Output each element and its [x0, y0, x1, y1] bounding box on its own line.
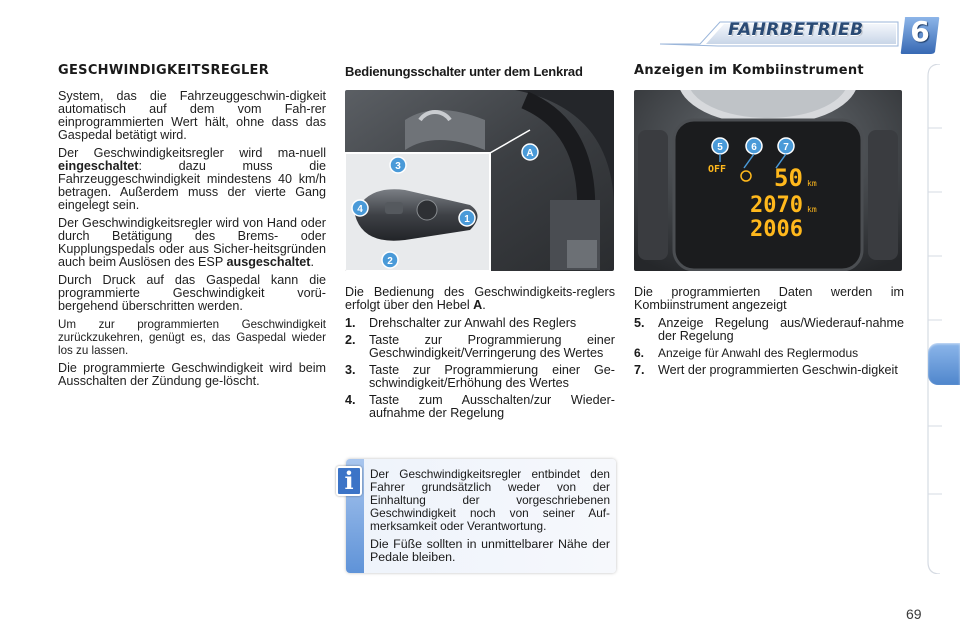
paragraph: Durch Druck auf das Gaspedal kann die programmierte Geschwindigkeit vorü-bergehend überschritten werden. [58, 273, 326, 313]
page-number: 69 [906, 606, 922, 622]
display-odometer-unit: km [807, 205, 817, 214]
column-cruise-control [58, 60, 326, 388]
display-year: 2006 [750, 217, 803, 242]
display-intro: Die programmierten Daten werden im Kombiinstrument angezeigt [634, 285, 904, 312]
list-item: 3. Taste zur Programmierung einer Ge-schwindigkeit/Erhöhung des Wertes [345, 363, 615, 390]
display-list [634, 313, 904, 377]
section-heading: GESCHWINDIGKEITSREGLER [58, 63, 270, 78]
callout-1: 1 [464, 214, 470, 225]
display-speed-unit: km [807, 179, 817, 188]
callout-7: 7 [783, 142, 789, 153]
callout-4: 4 [357, 204, 363, 215]
controls-list [345, 313, 615, 420]
list-item: 7. Wert der programmierten Geschwin-digkeit [634, 363, 898, 377]
callout-5: 5 [717, 142, 723, 153]
chapter-number: 6 [910, 15, 930, 48]
paragraph: System, das die Fahrzeuggeschwin-digkeit automatisch auf dem vom Fah-rer einprogrammierten Wert hält, ohne dass das Gaspedal betätigt wird. [58, 89, 326, 142]
chapter-title: FAHRBETRIEB [728, 20, 864, 40]
callout-6: 6 [751, 142, 757, 153]
list-item: 5. Anzeige Regelung aus/Wiederauf-nahme der Regelung [634, 316, 904, 343]
callout-3: 3 [395, 161, 401, 172]
info-paragraph: Der Geschwindigkeitsregler entbindet den Fahrer grundsätzlich weder von der Einhaltung der vorgeschriebenen Geschwindigkeit noch von seiner Auf-merksamkeit oder Verantwortung. [370, 467, 610, 533]
instrument-cluster-photo [634, 90, 902, 271]
chapter-tab-active[interactable] [928, 343, 960, 385]
steering-lever-photo [345, 90, 614, 271]
paragraph: Der Geschwindigkeitsregler wird von Hand oder durch Betätigung des Brems- oder Kupplungspedals oder aus Sicher-heitsgründen auch beim Auslösen des ESP ausgeschaltet. [58, 216, 326, 269]
info-note-text [370, 468, 610, 564]
callout-A: A [526, 148, 534, 159]
list-item: 6. Anzeige für Anwahl des Reglermodus [634, 346, 859, 360]
list-item: 4. Taste zum Ausschalten/zur Wieder-aufnahme der Regelung [345, 393, 615, 420]
paragraph: Der Geschwindigkeitsregler wird ma-nuell eingeschaltet: dazu muss die Fahrzeuggeschwindigkeit mindestens 40 km/h betragen. Außerdem muss der vierte Gang eingelegt sein. [58, 146, 326, 212]
column-instrument-display [634, 60, 904, 78]
chapter-tab-rail [926, 64, 960, 574]
display-odometer: 2070 [750, 193, 803, 218]
info-icon: i [336, 466, 362, 496]
controls-intro: Die Bedienung des Geschwindigkeits-reglers erfolgt über den Hebel A. [345, 285, 615, 312]
column-controls [345, 60, 615, 79]
list-item: 2. Taste zur Programmierung einer Geschwindigkeit/Verringerung des Wertes [345, 333, 615, 360]
paragraph: Die programmierte Geschwindigkeit wird beim Ausschalten der Zündung ge-löscht. [58, 361, 326, 388]
display-off-text: OFF [708, 164, 727, 175]
callout-2: 2 [387, 256, 393, 267]
info-paragraph: Die Füße sollten in unmittelbarer Nähe der Pedale bleiben. [370, 537, 610, 564]
display-speed: 50 [774, 164, 803, 192]
paragraph: Um zur programmierten Geschwindigkeit zurückzukehren, genügt es, das Gaspedal wieder los zu lassen. [58, 318, 326, 357]
section-heading: Anzeigen im Kombiinstrument [634, 63, 864, 78]
section-heading: Bedienungsschalter unter dem Lenkrad [345, 64, 583, 79]
list-item: 1. Drehschalter zur Anwahl des Reglers [345, 316, 577, 330]
